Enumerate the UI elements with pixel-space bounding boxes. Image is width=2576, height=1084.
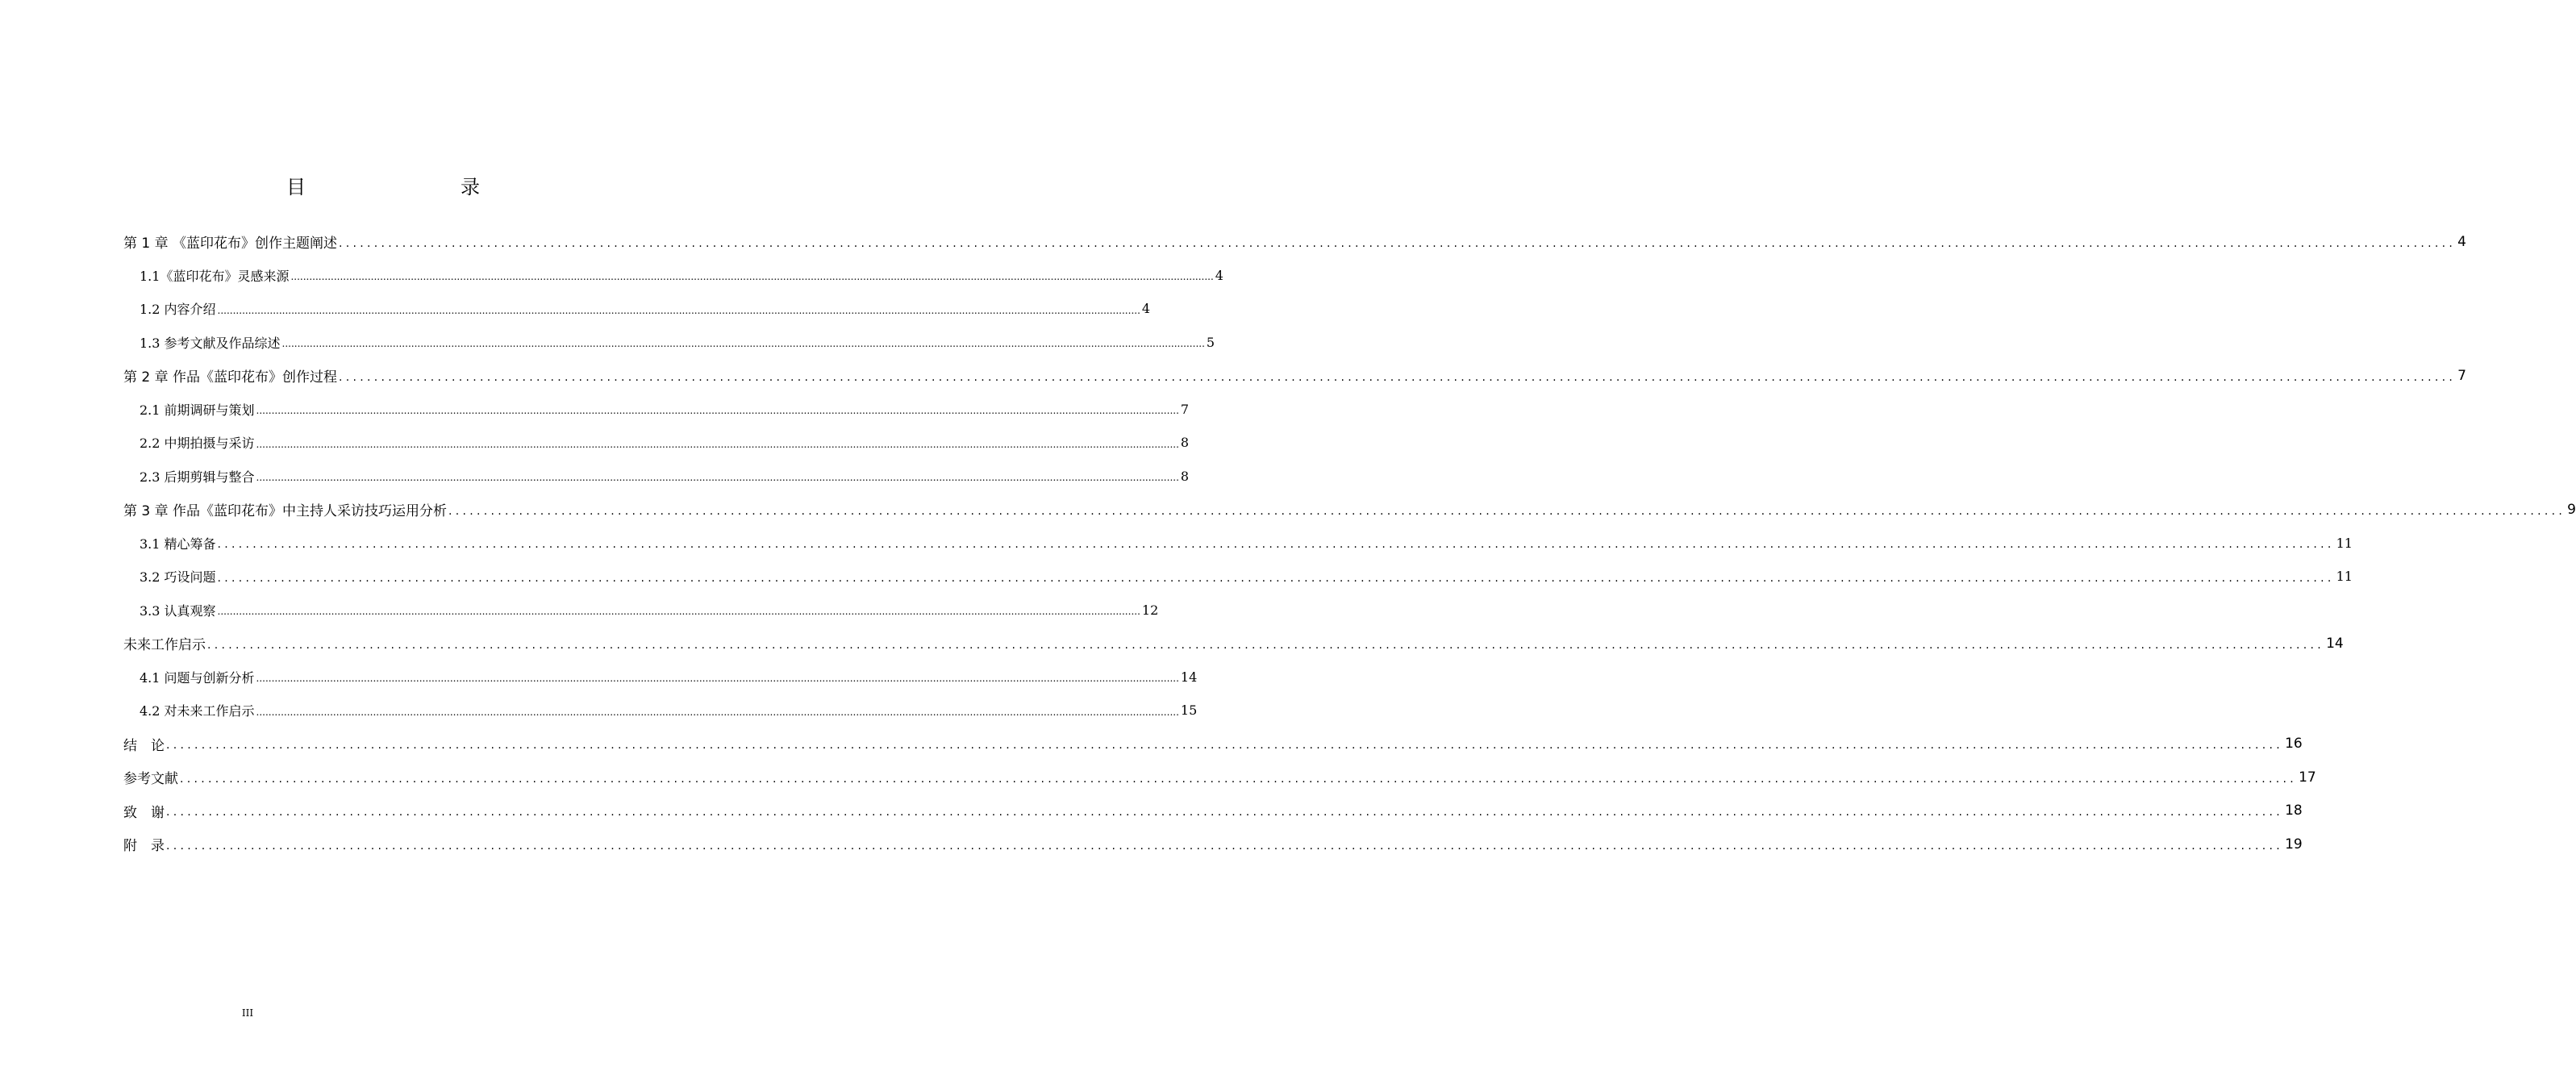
toc-entry[interactable]: [123, 728, 2303, 761]
toc-entry-label: 3.2 巧设问题: [140, 569, 216, 586]
toc-dot-leader: ............................................................................................................................................................................................................................................................................................................: [448, 504, 2566, 518]
toc-entry-label: 1.3 参考文献及作品综述: [140, 335, 281, 351]
toc-entry-label: 未来工作启示: [123, 637, 206, 654]
toc-entry-label: 2.2 中期拍摄与采访: [140, 436, 255, 452]
toc-entry[interactable]: [123, 661, 1198, 694]
toc-dot-leader: ............................................................................................................................................................................................................................................................................................................: [256, 405, 1179, 417]
toc-entry-page-number: 19: [2285, 836, 2303, 853]
toc-entry-page-number: 4: [1141, 301, 1151, 317]
table-of-contents: [123, 225, 2576, 861]
toc-dot-leader: ............................................................................................................................................................................................................................................................................................................: [290, 271, 1214, 283]
toc-dot-leader: ............................................................................................................................................................................................................................................................................................................: [256, 673, 1179, 685]
toc-entry-label: 第 3 章 作品《蓝印花布》中主持人采访技巧运用分析: [123, 503, 448, 520]
toc-dot-leader: ............................................................................................................................................................................................................................................................................................................: [180, 772, 2298, 786]
toc-entry[interactable]: [123, 393, 1190, 427]
toc-entry-label: 1.1《蓝印花布》灵感来源: [140, 268, 290, 284]
toc-entry-label: 4.2 对未来工作启示: [140, 703, 255, 719]
toc-entry-page-number: 4: [2457, 233, 2466, 250]
toc-dot-leader: ............................................................................................................................................................................................................................................................................................................: [256, 472, 1179, 484]
toc-entry[interactable]: [123, 225, 2466, 259]
toc-entry-page-number: 14: [1180, 669, 1198, 685]
toc-dot-leader: ............................................................................................................................................................................................................................................................................................................: [217, 606, 1140, 618]
toc-dot-leader: ............................................................................................................................................................................................................................................................................................................: [166, 739, 2284, 753]
toc-entry-page-number: 8: [1180, 468, 1190, 484]
toc-entry-page-number: 4: [1215, 267, 1223, 283]
toc-entry-page-number: 8: [1180, 435, 1190, 451]
toc-entry-label: 附 录: [123, 838, 165, 855]
toc-entry-page-number: 15: [1180, 703, 1198, 719]
toc-entry[interactable]: [123, 594, 1159, 627]
toc-entry-label: 第 1 章 《蓝印花布》创作主题阐述: [123, 236, 338, 252]
toc-entry-page-number: 14: [2326, 635, 2344, 652]
toc-entry-label: 1.2 内容介绍: [140, 302, 216, 318]
toc-entry-label: 3.1 精心筹备: [140, 536, 216, 552]
toc-entry[interactable]: [123, 761, 2316, 794]
toc-entry-page-number: 16: [2285, 736, 2303, 753]
toc-entry-page-number: 7: [2457, 367, 2466, 384]
toc-entry-page-number: 11: [2336, 535, 2353, 551]
toc-entry[interactable]: [123, 292, 1151, 326]
toc-dot-leader: ............................................................................................................................................................................................................................................................................................................: [217, 571, 2335, 585]
toc-entry-page-number: 5: [1206, 334, 1215, 350]
toc-entry-label: 3.3 认真观察: [140, 602, 216, 619]
toc-entry-label: 2.3 后期剪辑与整合: [140, 469, 255, 485]
toc-entry[interactable]: [123, 326, 1215, 360]
toc-entry-page-number: 18: [2285, 803, 2303, 819]
toc-entry-page-number: 9: [2567, 501, 2576, 518]
toc-dot-leader: ............................................................................................................................................................................................................................................................................................................: [339, 236, 2457, 250]
toc-entry[interactable]: [123, 627, 2344, 661]
toc-dot-leader: ............................................................................................................................................................................................................................................................................................................: [217, 538, 2335, 552]
toc-dot-leader: ............................................................................................................................................................................................................................................................................................................: [339, 370, 2457, 384]
toc-entry-label: 2.1 前期调研与策划: [140, 402, 255, 418]
page-title: 目 录: [286, 176, 519, 198]
toc-entry[interactable]: [123, 426, 1190, 460]
toc-entry[interactable]: [123, 493, 2576, 527]
toc-entry[interactable]: [123, 527, 2353, 561]
toc-entry-page-number: 17: [2299, 769, 2316, 786]
toc-dot-leader: ............................................................................................................................................................................................................................................................................................................: [207, 638, 2325, 652]
toc-entry[interactable]: [123, 828, 2303, 861]
toc-dot-leader: ............................................................................................................................................................................................................................................................................................................: [256, 438, 1179, 450]
toc-dot-leader: ............................................................................................................................................................................................................................................................................................................: [217, 304, 1140, 316]
toc-entry-page-number: 12: [1141, 602, 1159, 618]
toc-entry-label: 结 论: [123, 737, 165, 754]
toc-entry-label: 4.1 问题与创新分析: [140, 669, 255, 686]
toc-dot-leader: ............................................................................................................................................................................................................................................................................................................: [166, 839, 2284, 853]
toc-entry[interactable]: [123, 259, 1223, 293]
toc-entry-page-number: 11: [2336, 569, 2353, 585]
toc-entry[interactable]: [123, 460, 1190, 494]
toc-dot-leader: ............................................................................................................................................................................................................................................................................................................: [281, 338, 1205, 350]
toc-entry-label: 第 2 章 作品《蓝印花布》创作过程: [123, 369, 338, 386]
toc-entry-label: 致 谢: [123, 804, 165, 821]
toc-entry[interactable]: [123, 694, 1198, 728]
toc-dot-leader: ............................................................................................................................................................................................................................................................................................................: [256, 706, 1179, 718]
toc-entry[interactable]: [123, 794, 2303, 828]
page-number-footer: III: [241, 1007, 254, 1019]
toc-dot-leader: ............................................................................................................................................................................................................................................................................................................: [166, 806, 2284, 819]
toc-entry-page-number: 7: [1180, 401, 1190, 417]
toc-entry[interactable]: [123, 359, 2466, 393]
toc-entry-label: 参考文献: [123, 771, 178, 788]
toc-entry[interactable]: [123, 560, 2353, 594]
